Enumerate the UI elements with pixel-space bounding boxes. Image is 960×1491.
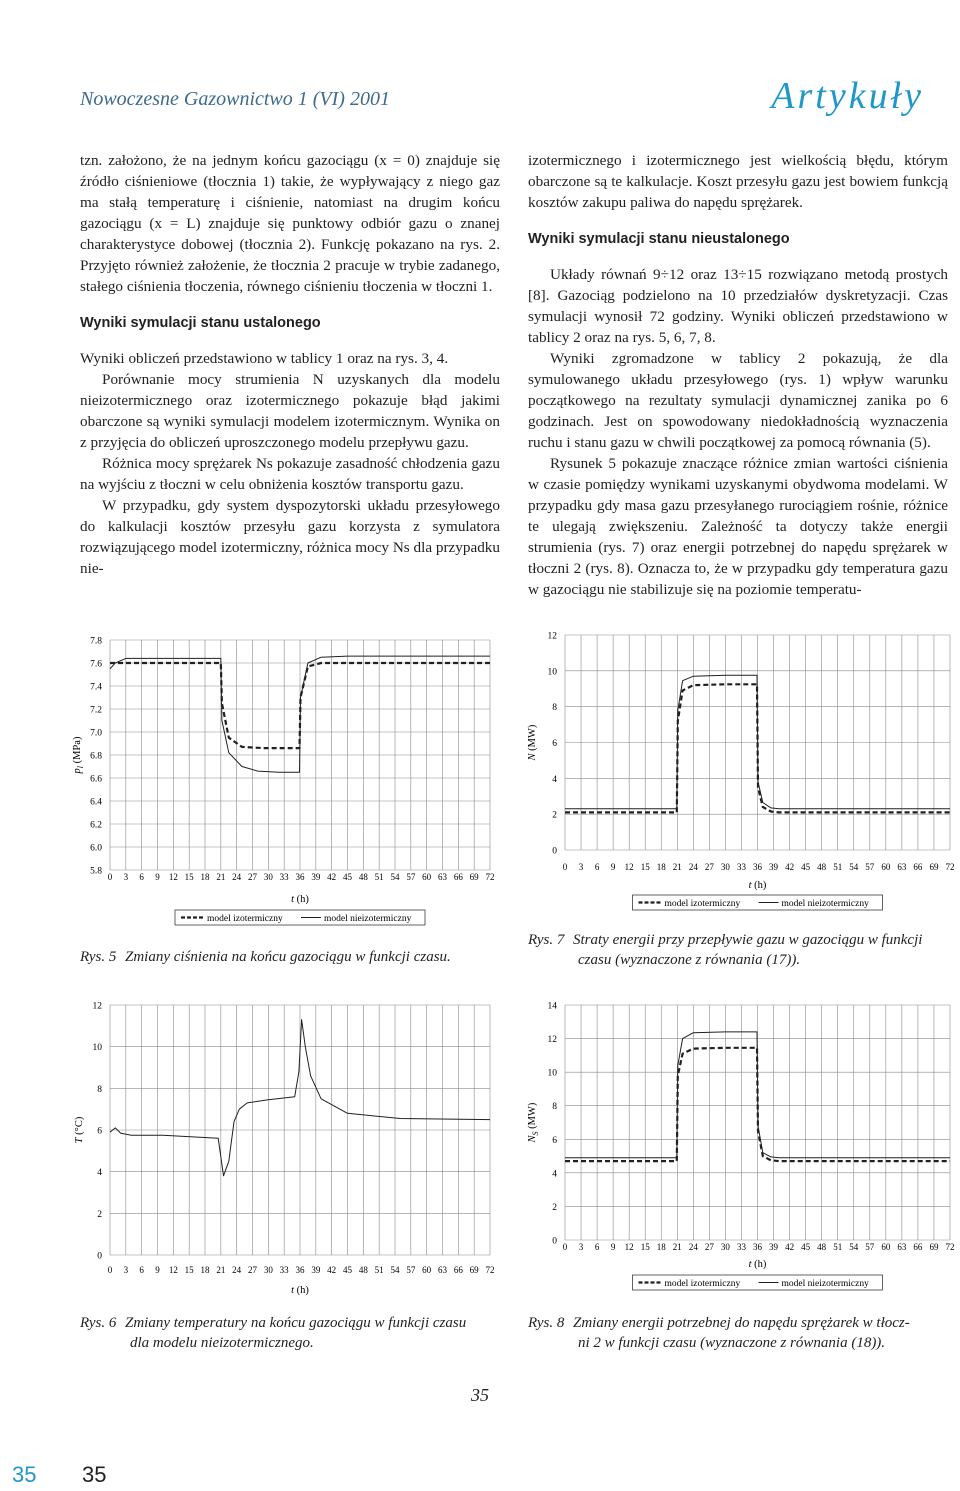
y-tick-label: 2 (552, 810, 557, 821)
x-tick-label: 39 (769, 1242, 779, 1252)
y-tick-label: 7.4 (90, 682, 102, 693)
legend-label-isothermal: model izotermiczny (664, 1279, 741, 1289)
y-tick-label: 8 (552, 1102, 557, 1113)
caption-fig5 (80, 947, 451, 967)
x-tick-label: 18 (656, 1242, 666, 1252)
y-tick-label: 6.8 (90, 751, 102, 762)
x-tick-label: 60 (881, 1242, 891, 1252)
right-paragraph-2: Układy równań 9÷12 oraz 13÷15 rozwiązano metodą prostych [8]. Gazociąg podzielono na 10 przedziałów dyskretyzacji. Czas symulacji wynosił 72 godziny. Wyniki obliczeń przedstawiono w tablicy 2 oraz na rys. 5, 6, 7, 8. (528, 266, 948, 346)
x-tick-label: 15 (640, 1242, 650, 1252)
x-tick-label: 9 (610, 862, 616, 872)
y-axis-label: T (°C) (74, 1116, 85, 1144)
left-paragraph-1: tzn. założono, że na jednym końcu gazociągu (x = 0) znajduje się źródło ciśnieniowe (tłocznia 1) takie, że wypływający z niego gaz ma stałą temperaturę i ciśnienie, natomiast na drugim końcu gazociągu (x = L) znajduje się punktowy odbiór gazu o znanej charakterystyce dobowej (tłocznia 2). Funkcję pokazano na rys. 2. Przyjęto również założenie, że tłocznia 2 pracuje w trybie zadanego, stałego ciśnienia tłoczenia, równego ciśnieniu tłoczenia w tłoczni 1. (80, 152, 500, 295)
x-tick-label: 0 (107, 1265, 113, 1275)
y-tick-label: 6 (552, 1135, 557, 1146)
y-tick-label: 14 (547, 1001, 557, 1012)
caption-fig7-text-2: czasu (wyznaczone z równania (17)). (578, 952, 801, 968)
x-tick-label: 42 (785, 862, 795, 872)
x-tick-label: 33 (279, 872, 289, 882)
chart-compressor-energy (520, 995, 955, 1295)
x-tick-label: 0 (107, 872, 113, 882)
x-tick-label: 24 (688, 1242, 698, 1252)
left-paragraph-5: W przypadku, gdy system dyspozytorski układu przesyłowego do kalkulacji kosztów przesyłu gazu korzysta z symulatora rozwiązującego model izotermiczny, różnica mocy Ns dla przypadku nie- (80, 497, 500, 577)
x-tick-label: 33 (279, 1265, 289, 1275)
x-tick-label: 9 (155, 1265, 160, 1275)
caption-fig8-number: Rys. 8 (528, 1315, 565, 1331)
x-tick-label: 36 (295, 872, 305, 882)
y-axis-label: $N_S$ (MW) (527, 1102, 540, 1143)
x-tick-label: 51 (833, 1242, 843, 1252)
x-tick-label: 30 (263, 872, 273, 882)
x-axis-label: t (h) (748, 1259, 767, 1270)
y-tick-label: 12 (547, 631, 557, 642)
x-tick-label: 63 (438, 872, 447, 882)
x-tick-label: 60 (422, 1265, 432, 1275)
x-axis-label: t (h) (748, 880, 767, 891)
y-tick-label: 10 (547, 1068, 557, 1079)
x-tick-label: 30 (263, 1265, 273, 1275)
y-tick-label: 7.0 (90, 728, 102, 739)
x-tick-label: 12 (624, 1242, 634, 1252)
x-tick-label: 21 (216, 1265, 226, 1275)
x-tick-label: 3 (123, 1265, 129, 1275)
y-tick-label: 10 (547, 667, 557, 678)
x-tick-label: 69 (929, 862, 939, 872)
x-tick-label: 15 (184, 1265, 194, 1275)
y-tick-label: 7.2 (90, 705, 102, 716)
y-tick-label: 6.2 (90, 820, 102, 831)
y-tick-label: 6.4 (90, 797, 102, 808)
x-tick-label: 24 (688, 862, 698, 872)
y-tick-label: 2 (97, 1209, 102, 1220)
x-tick-label: 42 (327, 1265, 337, 1275)
x-tick-label: 57 (406, 872, 416, 882)
x-tick-label: 42 (785, 1242, 795, 1252)
right-paragraph-1: izotermicznego i izotermicznego jest wielkością błędu, którym obarczone są te kalkulacje. Koszt przesyłu gazu jest bowiem funkcją kosztów zakupu paliwa do napędu sprężarek. (528, 152, 948, 211)
x-tick-label: 24 (232, 872, 242, 882)
caption-fig7-number: Rys. 7 (528, 932, 565, 948)
y-tick-label: 12 (92, 1001, 102, 1012)
y-tick-label: 5.8 (90, 866, 102, 877)
x-tick-label: 18 (656, 862, 666, 872)
x-tick-label: 6 (139, 872, 144, 882)
y-tick-label: 10 (92, 1043, 102, 1054)
x-tick-label: 54 (390, 1265, 400, 1275)
x-tick-label: 15 (640, 862, 650, 872)
x-tick-label: 39 (311, 872, 321, 882)
x-tick-label: 24 (232, 1265, 242, 1275)
x-tick-label: 3 (578, 1242, 584, 1252)
right-column (528, 150, 948, 600)
caption-fig8-text-1: Zmiany energii potrzebnej do napędu sprężarek w tłocz- (573, 1315, 910, 1331)
x-tick-label: 63 (438, 1265, 447, 1275)
x-tick-label: 6 (139, 1265, 144, 1275)
legend-label-isothermal: model izotermiczny (207, 914, 283, 924)
left-paragraph-3: Porównanie mocy strumienia N uzyskanych dla modelu nieizotermicznego oraz izotermicznego pokazuje błąd jakimi obarczone są wyniki symulacji modelem izotermicznym. Wynika on z przyjęcia do obliczeń uproszczonego modelu przepływu gazu. (80, 371, 500, 451)
x-tick-label: 57 (865, 862, 875, 872)
footer-page-left: 35 (12, 1462, 37, 1487)
x-tick-label: 9 (155, 872, 160, 882)
y-tick-label: 6.0 (90, 843, 102, 854)
section-header: Artykuły (771, 75, 924, 117)
y-tick-label: 0 (97, 1251, 102, 1262)
x-tick-label: 36 (295, 1265, 305, 1275)
x-tick-label: 18 (200, 1265, 210, 1275)
x-tick-label: 69 (469, 872, 479, 882)
x-tick-label: 48 (358, 1265, 368, 1275)
caption-fig5-number: Rys. 5 (80, 949, 117, 965)
caption-fig8 (528, 1313, 910, 1353)
x-axis-label: t (h) (291, 1285, 309, 1296)
x-tick-label: 69 (929, 1242, 939, 1252)
x-tick-label: 63 (897, 1242, 907, 1252)
left-paragraph-2: Wyniki obliczeń przedstawiono w tablicy 1 oraz na rys. 3, 4. (80, 350, 449, 367)
x-tick-label: 48 (817, 1242, 827, 1252)
y-tick-label: 8 (552, 703, 557, 714)
footer-page-right: 35 (82, 1462, 107, 1487)
legend-label-nonisothermal: model nieizotermiczny (781, 1279, 869, 1289)
caption-fig8-text-2: ni 2 w funkcji czasu (wyznaczone z równania (18)). (578, 1335, 886, 1351)
x-tick-label: 72 (945, 1242, 955, 1252)
x-tick-label: 36 (753, 1242, 762, 1252)
caption-fig6-number: Rys. 6 (80, 1315, 117, 1331)
x-tick-label: 51 (374, 872, 384, 882)
heading-steady-state: Wyniki symulacji stanu ustalonego (80, 315, 321, 331)
x-tick-label: 42 (327, 872, 337, 882)
x-tick-label: 27 (248, 1265, 257, 1275)
caption-fig6-text-1: Zmiany temperatury na końcu gazociągu w funkcji czasu (125, 1315, 467, 1331)
x-tick-label: 12 (168, 872, 178, 882)
x-tick-label: 30 (720, 862, 730, 872)
left-column (80, 150, 500, 579)
x-tick-label: 51 (374, 1265, 384, 1275)
x-tick-label: 0 (562, 1242, 568, 1252)
x-tick-label: 54 (390, 872, 400, 882)
x-tick-label: 54 (849, 1242, 859, 1252)
caption-fig6 (80, 1313, 466, 1353)
y-axis-label: N (MW) (527, 724, 538, 761)
chart-energy-loss (520, 625, 955, 915)
x-tick-label: 72 (485, 872, 495, 882)
right-paragraph-3: Wyniki zgromadzone w tablicy 2 pokazują, że dla symulowanego układu przesyłowego (rys. 1) wpływ warunku początkowego na rezultaty symulacji dynamicznej zanika po 6 godzinach. Jest on spowodowany niedokładnością wyznaczenia ruchu i stanu gazu w chwili początkowej za pomocą równania (5). (528, 350, 948, 451)
x-tick-label: 30 (720, 1242, 730, 1252)
y-tick-label: 12 (547, 1035, 557, 1046)
x-tick-label: 33 (736, 862, 746, 872)
x-tick-label: 48 (358, 872, 368, 882)
heading-unsteady-state: Wyniki symulacji stanu nieustalonego (528, 231, 790, 247)
x-tick-label: 60 (881, 862, 891, 872)
x-tick-label: 27 (704, 862, 714, 872)
x-axis-label: t (h) (291, 894, 309, 905)
y-tick-label: 7.8 (90, 636, 102, 647)
x-tick-label: 72 (945, 862, 955, 872)
x-tick-label: 57 (406, 1265, 416, 1275)
caption-fig6-text-2: dla modelu nieizotermicznego. (130, 1335, 314, 1351)
chart-temperature (60, 995, 510, 1305)
x-tick-label: 69 (469, 1265, 479, 1275)
x-tick-label: 21 (672, 1242, 682, 1252)
x-tick-label: 45 (343, 1265, 352, 1275)
x-tick-label: 48 (817, 862, 827, 872)
y-tick-label: 6.6 (90, 774, 102, 785)
x-tick-label: 36 (753, 862, 762, 872)
x-tick-label: 51 (833, 862, 843, 872)
page-number: 35 (471, 1385, 489, 1405)
right-paragraph-4: Rysunek 5 pokazuje znaczące różnice zmian wartości ciśnienia w czasie pomiędzy wynikami uzyskanymi obydwoma modelami. W przypadku gdy masa gazu przesyłanego rurociągiem rośnie, różnice te ulegają zwiększeniu. Zależność ta dotyczy także energii strumienia (rys. 7) oraz energii potrzebnej do napędu sprężarek w tłoczni 2 (rys. 8). Oznacza to, że w przypadku gdy temperatura gazu w gazociągu nie stabilizuje się na poziomie temperatu- (528, 455, 948, 598)
x-tick-label: 66 (913, 1242, 923, 1252)
legend-label-isothermal: model izotermiczny (664, 899, 741, 909)
caption-fig5-text: Zmiany ciśnienia na końcu gazociągu w funkcji czasu. (125, 949, 451, 965)
x-tick-label: 60 (422, 872, 432, 882)
x-tick-label: 3 (123, 872, 129, 882)
caption-fig7-text-1: Straty energii przy przepływie gazu w gazociągu w funkcji (573, 932, 923, 948)
y-tick-label: 4 (552, 1169, 557, 1180)
x-tick-label: 3 (578, 862, 584, 872)
x-tick-label: 45 (801, 862, 811, 872)
x-tick-label: 63 (897, 862, 907, 872)
x-tick-label: 6 (594, 862, 600, 872)
x-tick-label: 54 (849, 862, 859, 872)
x-tick-label: 72 (485, 1265, 495, 1275)
x-tick-label: 45 (343, 872, 352, 882)
x-tick-label: 15 (184, 872, 194, 882)
y-tick-label: 2 (552, 1202, 557, 1213)
x-tick-label: 66 (913, 862, 923, 872)
x-tick-label: 12 (168, 1265, 178, 1275)
x-tick-label: 66 (453, 1265, 463, 1275)
x-tick-label: 45 (801, 1242, 811, 1252)
x-tick-label: 27 (704, 1242, 714, 1252)
left-paragraph-4: Różnica mocy sprężarek Ns pokazuje zasadność chłodzenia gazu na wyjściu z tłoczni w celu obniżenia kosztów transportu gazu. (80, 455, 500, 493)
y-axis-label: $p_l$ (MPa) (72, 736, 85, 774)
y-tick-label: 4 (97, 1168, 102, 1179)
y-tick-label: 0 (552, 846, 557, 857)
x-tick-label: 0 (562, 862, 568, 872)
y-tick-label: 8 (97, 1084, 102, 1095)
x-tick-label: 6 (594, 1242, 600, 1252)
journal-header: Nowoczesne Gazownictwo 1 (VI) 2001 (80, 88, 390, 110)
x-tick-label: 66 (453, 872, 463, 882)
x-tick-label: 21 (216, 872, 226, 882)
y-tick-label: 6 (552, 739, 557, 749)
x-tick-label: 57 (865, 1242, 875, 1252)
x-tick-label: 21 (672, 862, 682, 872)
y-tick-label: 7.6 (90, 659, 102, 670)
x-tick-label: 33 (736, 1242, 746, 1252)
x-tick-label: 39 (769, 862, 779, 872)
y-tick-label: 0 (552, 1236, 557, 1247)
y-tick-label: 6 (97, 1126, 102, 1137)
y-tick-label: 4 (552, 774, 557, 785)
x-tick-label: 27 (248, 872, 257, 882)
caption-fig7 (528, 930, 922, 970)
x-tick-label: 39 (311, 1265, 321, 1275)
x-tick-label: 18 (200, 872, 210, 882)
x-tick-label: 12 (624, 862, 634, 872)
x-tick-label: 9 (610, 1242, 616, 1252)
legend-label-nonisothermal: model nieizotermiczny (324, 914, 412, 924)
chart-pressure (60, 630, 510, 960)
legend-label-nonisothermal: model nieizotermiczny (781, 899, 869, 909)
